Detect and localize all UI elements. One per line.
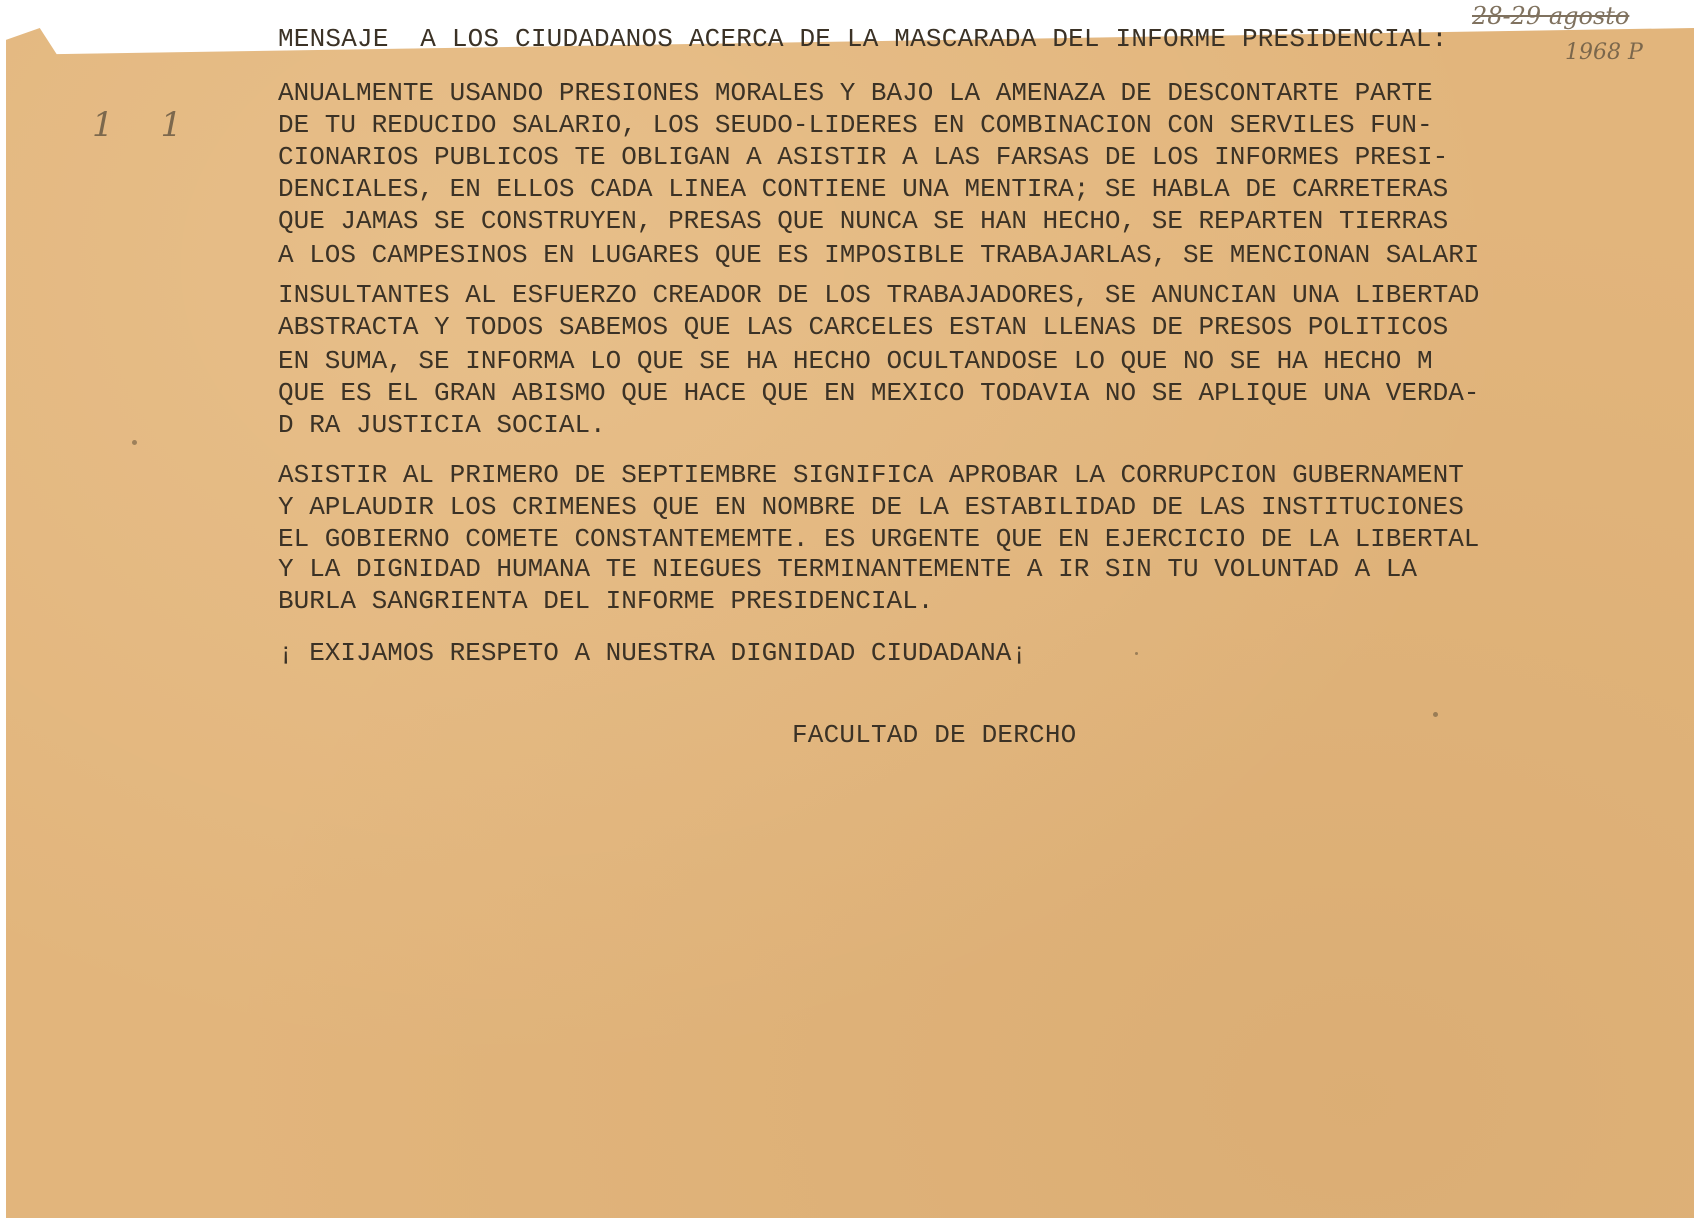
paragraph-1-line: ABSTRACTA Y TODOS SABEMOS QUE LAS CARCELES ESTAN LLENAS DE PRESOS POLITICOS xyxy=(278,312,1449,342)
paragraph-1-line: A LOS CAMPESINOS EN LUGARES QUE ES IMPOSIBLE TRABAJARLAS, SE MENCIONAN SALARI xyxy=(278,240,1480,270)
paragraph-1-line: ANUALMENTE USANDO PRESIONES MORALES Y BAJO LA AMENAZA DE DESCONTARTE PARTE xyxy=(278,78,1433,108)
paragraph-2-line: ASISTIR AL PRIMERO DE SEPTIEMBRE SIGNIFICA APROBAR LA CORRUPCION GUBERNAMENT xyxy=(278,460,1464,490)
paragraph-2-line: Y APLAUDIR LOS CRIMENES QUE EN NOMBRE DE LA ESTABILIDAD DE LAS INSTITUCIONES xyxy=(278,492,1464,522)
paragraph-1-line: EN SUMA, SE INFORMA LO QUE SE HA HECHO OCULTANDOSE LO QUE NO SE HA HECHO M xyxy=(278,346,1433,376)
paper-speck xyxy=(1433,712,1438,717)
paper-speck xyxy=(132,440,137,445)
paragraph-2-line: Y LA DIGNIDAD HUMANA TE NIEGUES TERMINANTEMENTE A IR SIN TU VOLUNTAD A LA xyxy=(278,554,1417,584)
paragraph-1-line: DENCIALES, EN ELLOS CADA LINEA CONTIENE UNA MENTIRA; SE HABLA DE CARRETERAS xyxy=(278,174,1449,204)
paragraph-1-line: QUE JAMAS SE CONSTRUYEN, PRESAS QUE NUNCA SE HAN HECHO, SE REPARTEN TIERRAS xyxy=(278,206,1449,236)
paper-speck xyxy=(1135,652,1138,655)
paragraph-2-line: BURLA SANGRIENTA DEL INFORME PRESIDENCIAL. xyxy=(278,586,934,616)
paragraph-2-line: EL GOBIERNO COMETE CONSTANTEMEMTE. ES URGENTE QUE EN EJERCICIO DE LA LIBERTAL xyxy=(278,524,1480,554)
paragraph-1-line: INSULTANTES AL ESFUERZO CREADOR DE LOS TRABAJADORES, SE ANUNCIAN UNA LIBERTAD xyxy=(278,280,1480,310)
paragraph-1-line: QUE ES EL GRAN ABISMO QUE HACE QUE EN MEXICO TODAVIA NO SE APLIQUE UNA VERDA- xyxy=(278,378,1480,408)
handwritten-year: 1968 P xyxy=(1565,40,1643,65)
handwritten-margin-mark: 1 1 xyxy=(92,105,201,145)
document-title: MENSAJE A LOS CIUDADANOS ACERCA DE LA MASCARADA DEL INFORME PRESIDENCIAL: xyxy=(278,24,1448,54)
handwritten-date: 28-29 agosto xyxy=(1472,2,1630,30)
signature: FACULTAD DE DERCHO xyxy=(792,720,1077,750)
slogan: ¡ EXIJAMOS RESPETO A NUESTRA DIGNIDAD CIUDADANA¡ xyxy=(278,638,1027,668)
paragraph-1-line: DE TU REDUCIDO SALARIO, LOS SEUDO-LIDERES EN COMBINACION CON SERVILES FUN- xyxy=(278,110,1433,140)
paragraph-1-line: CIONARIOS PUBLICOS TE OBLIGAN A ASISTIR A LAS FARSAS DE LOS INFORMES PRESI- xyxy=(278,142,1449,172)
paragraph-1-line: D RA JUSTICIA SOCIAL. xyxy=(278,410,606,440)
